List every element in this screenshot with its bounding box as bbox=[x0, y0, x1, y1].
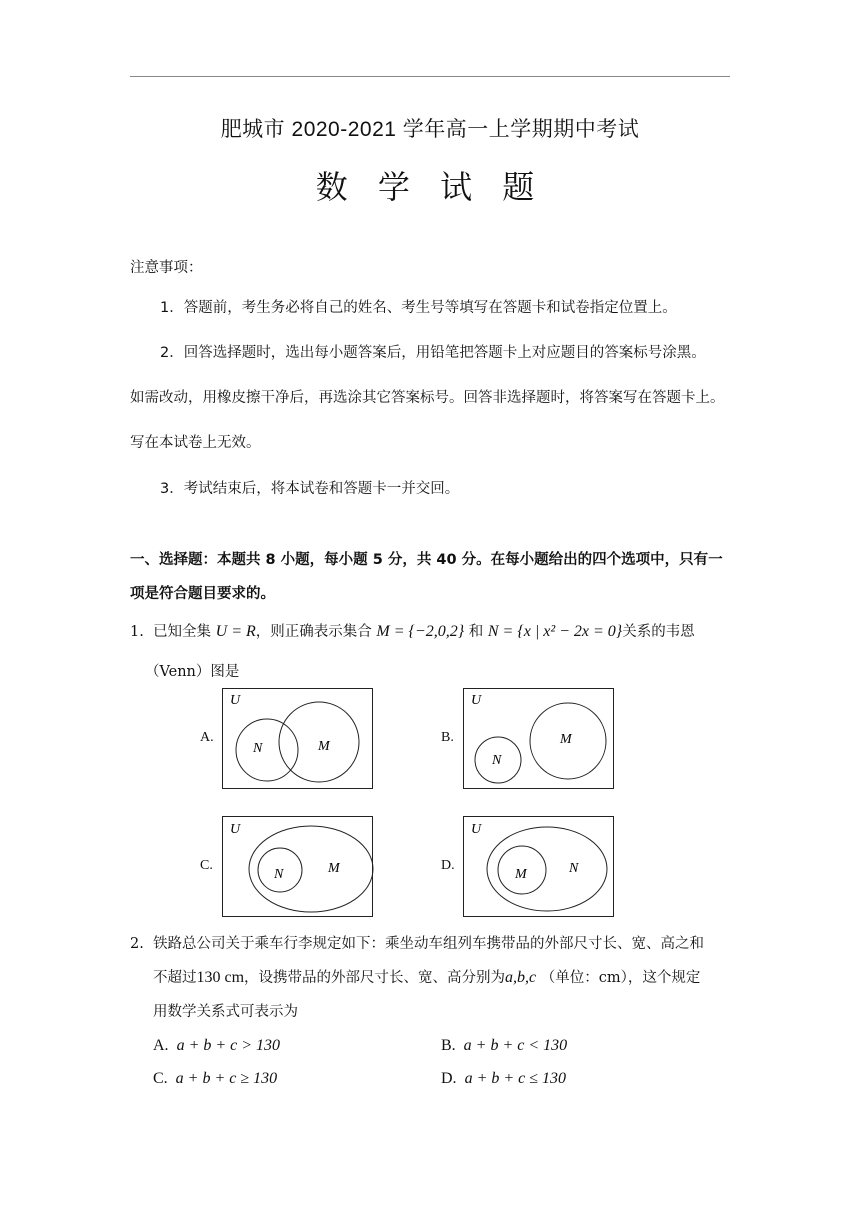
question-text: 已知全集 bbox=[153, 624, 212, 640]
option-b bbox=[441, 1036, 567, 1056]
set-m-label: M bbox=[515, 867, 527, 882]
question-1-line-2: （Venn）图是 bbox=[145, 664, 240, 680]
question-text: （单位：cm），这个规定 bbox=[540, 970, 701, 986]
question-1-line-1 bbox=[130, 622, 695, 642]
venn-diagram-c bbox=[222, 816, 374, 918]
question-text: ，设携带品的外部尺寸长、宽、高分别为 bbox=[244, 970, 506, 986]
section-1-line-2: 项是符合题目要求的。 bbox=[130, 586, 275, 602]
option-label: D. bbox=[441, 1070, 457, 1087]
option-label: B. bbox=[441, 1037, 456, 1054]
set-m-label: M bbox=[328, 861, 340, 876]
universal-set-label: U bbox=[230, 693, 241, 708]
question-2-line-1 bbox=[130, 934, 704, 954]
math-expression: N = {x | x² − 2x = 0} bbox=[487, 623, 623, 640]
option-expression: a + b + c < 130 bbox=[463, 1037, 568, 1054]
option-label: A. bbox=[153, 1037, 169, 1054]
math-expression: 130 cm bbox=[196, 969, 245, 986]
question-text: 不超过 bbox=[153, 970, 197, 986]
math-expression: U = R bbox=[215, 623, 256, 640]
option-d bbox=[441, 1069, 566, 1089]
question-number: 1. bbox=[130, 624, 144, 640]
option-label-c: C. bbox=[200, 858, 213, 873]
question-text: 关系的韦恩 bbox=[622, 624, 695, 640]
notice-item-2-line-2: 如需改动，用橡皮擦干净后，再选涂其它答案标号。回答非选择题时，将答案写在答题卡上。 bbox=[130, 390, 725, 406]
option-a bbox=[153, 1036, 280, 1056]
question-2-line-3: 用数学关系式可表示为 bbox=[153, 1004, 298, 1020]
option-expression: a + b + c ≤ 130 bbox=[464, 1070, 567, 1087]
option-label-b: B. bbox=[441, 730, 454, 745]
exam-subtitle: 数 学 试 题 bbox=[315, 168, 545, 206]
notice-item-1: 1．答题前，考生务必将自己的姓名、考生号等填写在答题卡和试卷指定位置上。 bbox=[160, 300, 677, 316]
notice-heading: 注意事项： bbox=[130, 260, 203, 276]
notice-item-2-line-1: 2．回答选择题时，选出每小题答案后，用铅笔把答题卡上对应题目的答案标号涂黑。 bbox=[160, 345, 706, 361]
option-expression: a + b + c ≥ 130 bbox=[175, 1070, 278, 1087]
notice-item-3: 3．考试结束后，将本试卷和答题卡一并交回。 bbox=[160, 481, 460, 497]
universal-set-label: U bbox=[230, 822, 241, 837]
option-label: C. bbox=[153, 1070, 168, 1087]
set-n-label: N bbox=[253, 741, 263, 756]
question-text: 铁路总公司关于乘车行李规定如下：乘坐动车组列车携带品的外部尺寸长、宽、高之和 bbox=[153, 936, 705, 952]
question-text: 和 bbox=[468, 624, 484, 640]
exam-title: 肥城市 2020-2021 学年高一上学期期中考试 bbox=[220, 118, 640, 141]
option-label-d: D. bbox=[441, 858, 455, 873]
venn-diagram-d bbox=[463, 816, 615, 918]
option-label-a: A. bbox=[200, 730, 214, 745]
option-expression: a + b + c > 130 bbox=[176, 1037, 281, 1054]
math-expression: M = {−2,0,2} bbox=[376, 623, 465, 640]
question-2-line-2 bbox=[153, 968, 700, 988]
section-1-line-1: 一、选择题：本题共 8 小题，每小题 5 分，共 40 分。在每小题给出的四个选项中，只有一 bbox=[130, 552, 723, 568]
question-text: ，则正确表示集合 bbox=[255, 624, 372, 640]
set-n-label: N bbox=[492, 753, 502, 768]
venn-diagram-a bbox=[222, 688, 374, 790]
universal-set-label: U bbox=[471, 693, 482, 708]
set-n-label: N bbox=[274, 867, 284, 882]
notice-item-2-line-3: 写在本试卷上无效。 bbox=[130, 435, 261, 451]
header-rule bbox=[130, 76, 730, 77]
set-n-label: N bbox=[569, 861, 579, 876]
option-c bbox=[153, 1069, 277, 1089]
universal-set-label: U bbox=[471, 822, 482, 837]
set-m-label: M bbox=[318, 739, 330, 754]
venn-diagram-b bbox=[463, 688, 615, 790]
math-expression: a,b,c bbox=[505, 969, 537, 986]
set-m-label: M bbox=[560, 732, 572, 747]
question-number: 2. bbox=[130, 936, 144, 952]
